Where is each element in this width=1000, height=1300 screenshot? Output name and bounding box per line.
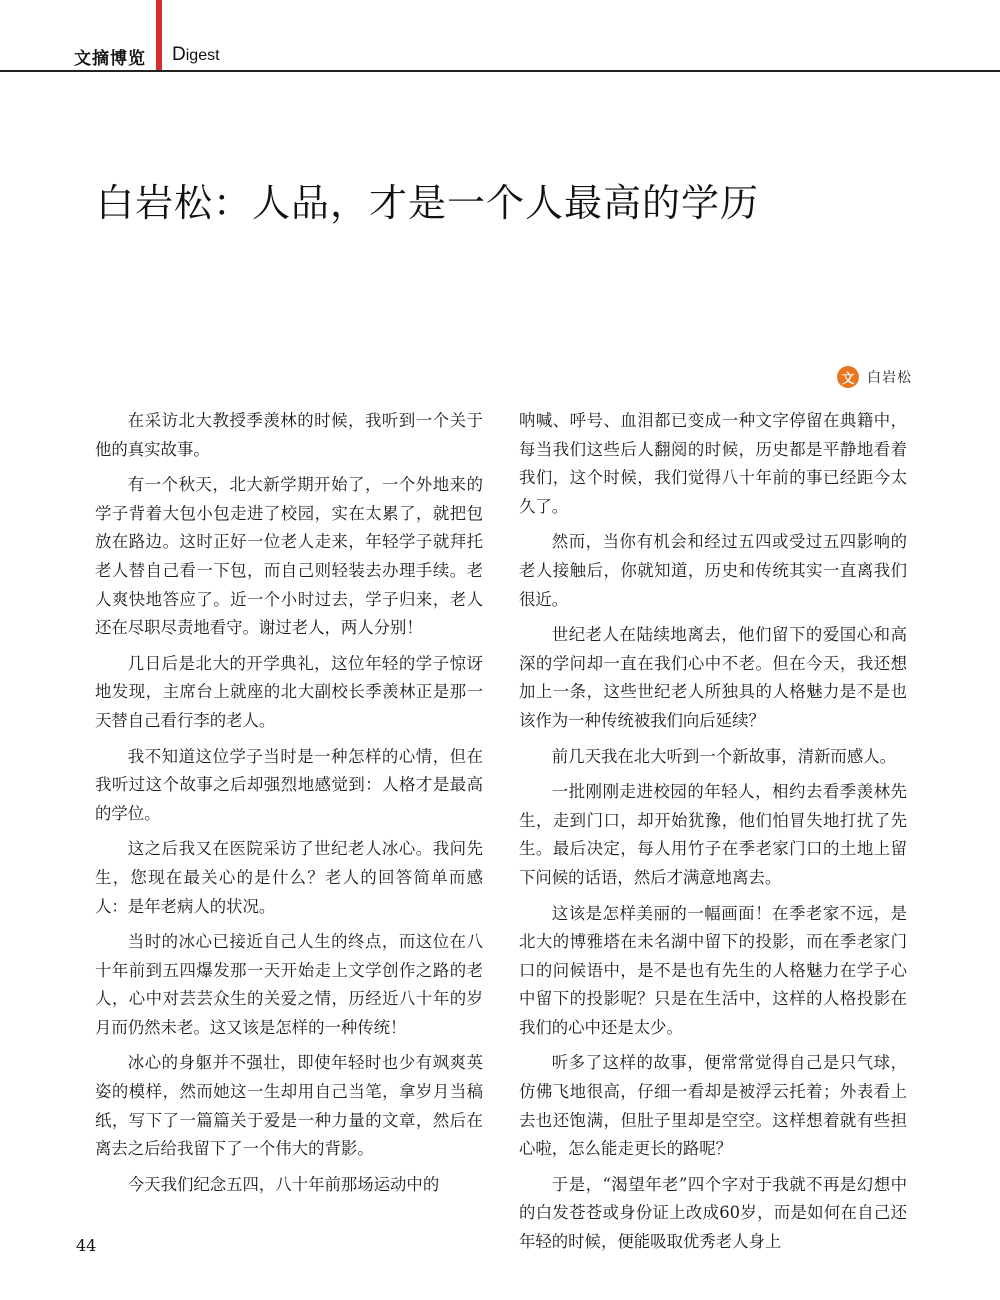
paragraph: 这之后我又在医院采访了世纪老人冰心。我问先生，您现在最关心的是什么？老人的回答简单而感人：是年老病人的状况。 [95,839,483,916]
section-label: 文摘博览 [74,49,146,69]
byline-badge: 文 [837,366,859,388]
page-header [0,0,1000,72]
paragraph: 我不知道这位学子当时是一种怎样的心情，但在我听过这个故事之后却强烈地感觉到：人格才是最高的学位。 [95,746,483,823]
paragraph: 当时的冰心已接近自己人生的终点，而这位在八十年前到五四爆发那一天开始走上文学创作之路的老人，心中对芸芸众生的关爱之情，历经近八十年的岁月而仍然未老。这又该是怎样的一种传统！ [95,932,483,1037]
paragraph: 这该是怎样美丽的一幅画面！在季老家不远，是北大的博雅塔在未名湖中留下的投影，而在季老家门口的问候语中，是不是也有先生的人格魅力在学子心中留下的投影呢？只是在生活中，这样的人格投影在我们的心中还是太少。 [519,903,907,1037]
paragraph-continuation: 呐喊、呼号、血泪都已变成一种文字停留在典籍中，每当我们这些后人翻阅的时候，历史都是平静地看着我们，这个时候，我们觉得八十年前的事已经距今太久了。 [519,411,907,516]
paragraph: 有一个秋天，北大新学期开始了，一个外地来的学子背着大包小包走进了校园，实在太累了，就把包放在路边。这时正好一位老人走来，年轻学子就拜托老人替自己看一下包，而自己则轻装去办理手续。老人爽快地答应了。近一个小时过去，学子归来，老人还在尽职尽责地看守。谢过老人，两人分别！ [95,475,483,638]
author-name: 白岩松 [867,370,912,386]
paragraph: 今天我们纪念五四，八十年前那场运动中的 [127,1174,440,1194]
digest-label [172,44,220,66]
left-column [95,407,483,1206]
header-accent-bar [156,0,162,72]
right-column [519,407,907,1264]
paragraph: 一批刚刚走进校园的年轻人，相约去看季羡林先生，走到门口，却开始犹豫，他们怕冒失地打扰了先生。最后决定，每人用竹子在季老家门口的土地上留下问候的话语，然后才满意地离去。 [519,782,907,887]
digest-rest: igest [185,47,220,64]
paragraph: 几日后是北大的开学典礼，这位年轻的学子惊讶地发现，主席台上就座的北大副校长季羡林正是那一天替自己看行李的老人。 [95,653,483,730]
byline [837,366,912,388]
paragraph: 冰心的身躯并不强壮，即使年轻时也少有飒爽英姿的模样，然而她这一生却用自己当笔，拿岁月当稿纸，写下了一篇篇关于爱是一种力量的文章，然后在离去之后给我留下了一个伟大的背影。 [95,1053,483,1159]
paragraph: 前几天我在北大听到一个新故事，清新而感人。 [551,746,896,766]
digest-initial: D [172,44,186,65]
paragraph: 在采访北大教授季羡林的时候，我听到一个关于他的真实故事。 [95,411,483,459]
article-title: 白岩松：人品，才是一个人最高的学历 [96,181,760,225]
header-divider [0,70,1000,72]
paragraph: 然而，当你有机会和经过五四或受过五四影响的老人接触后，你就知道，历史和传统其实一直离我们很近。 [519,532,907,609]
paragraph: 于是，“渴望年老”四个字对于我就不再是幻想中的白发苍苍或身份证上改成60岁，而是如何在自己还年轻的时候，便能吸取优秀老人身上 [519,1174,907,1252]
paragraph: 世纪老人在陆续地离去，他们留下的爱国心和高深的学问却一直在我们心中不老。但在今天，我还想加上一条，这些世纪老人所独具的人格魅力是不是也该作为一种传统被我们向后延续？ [519,625,907,730]
paragraph: 听多了这样的故事，便常常觉得自己是只气球，仿佛飞地很高，仔细一看却是被浮云托着；外表看上去也还饱满，但肚子里却是空空。这样想着就有些担心啦，怎么能走更长的路呢？ [519,1053,907,1159]
page-number: 44 [76,1236,97,1255]
